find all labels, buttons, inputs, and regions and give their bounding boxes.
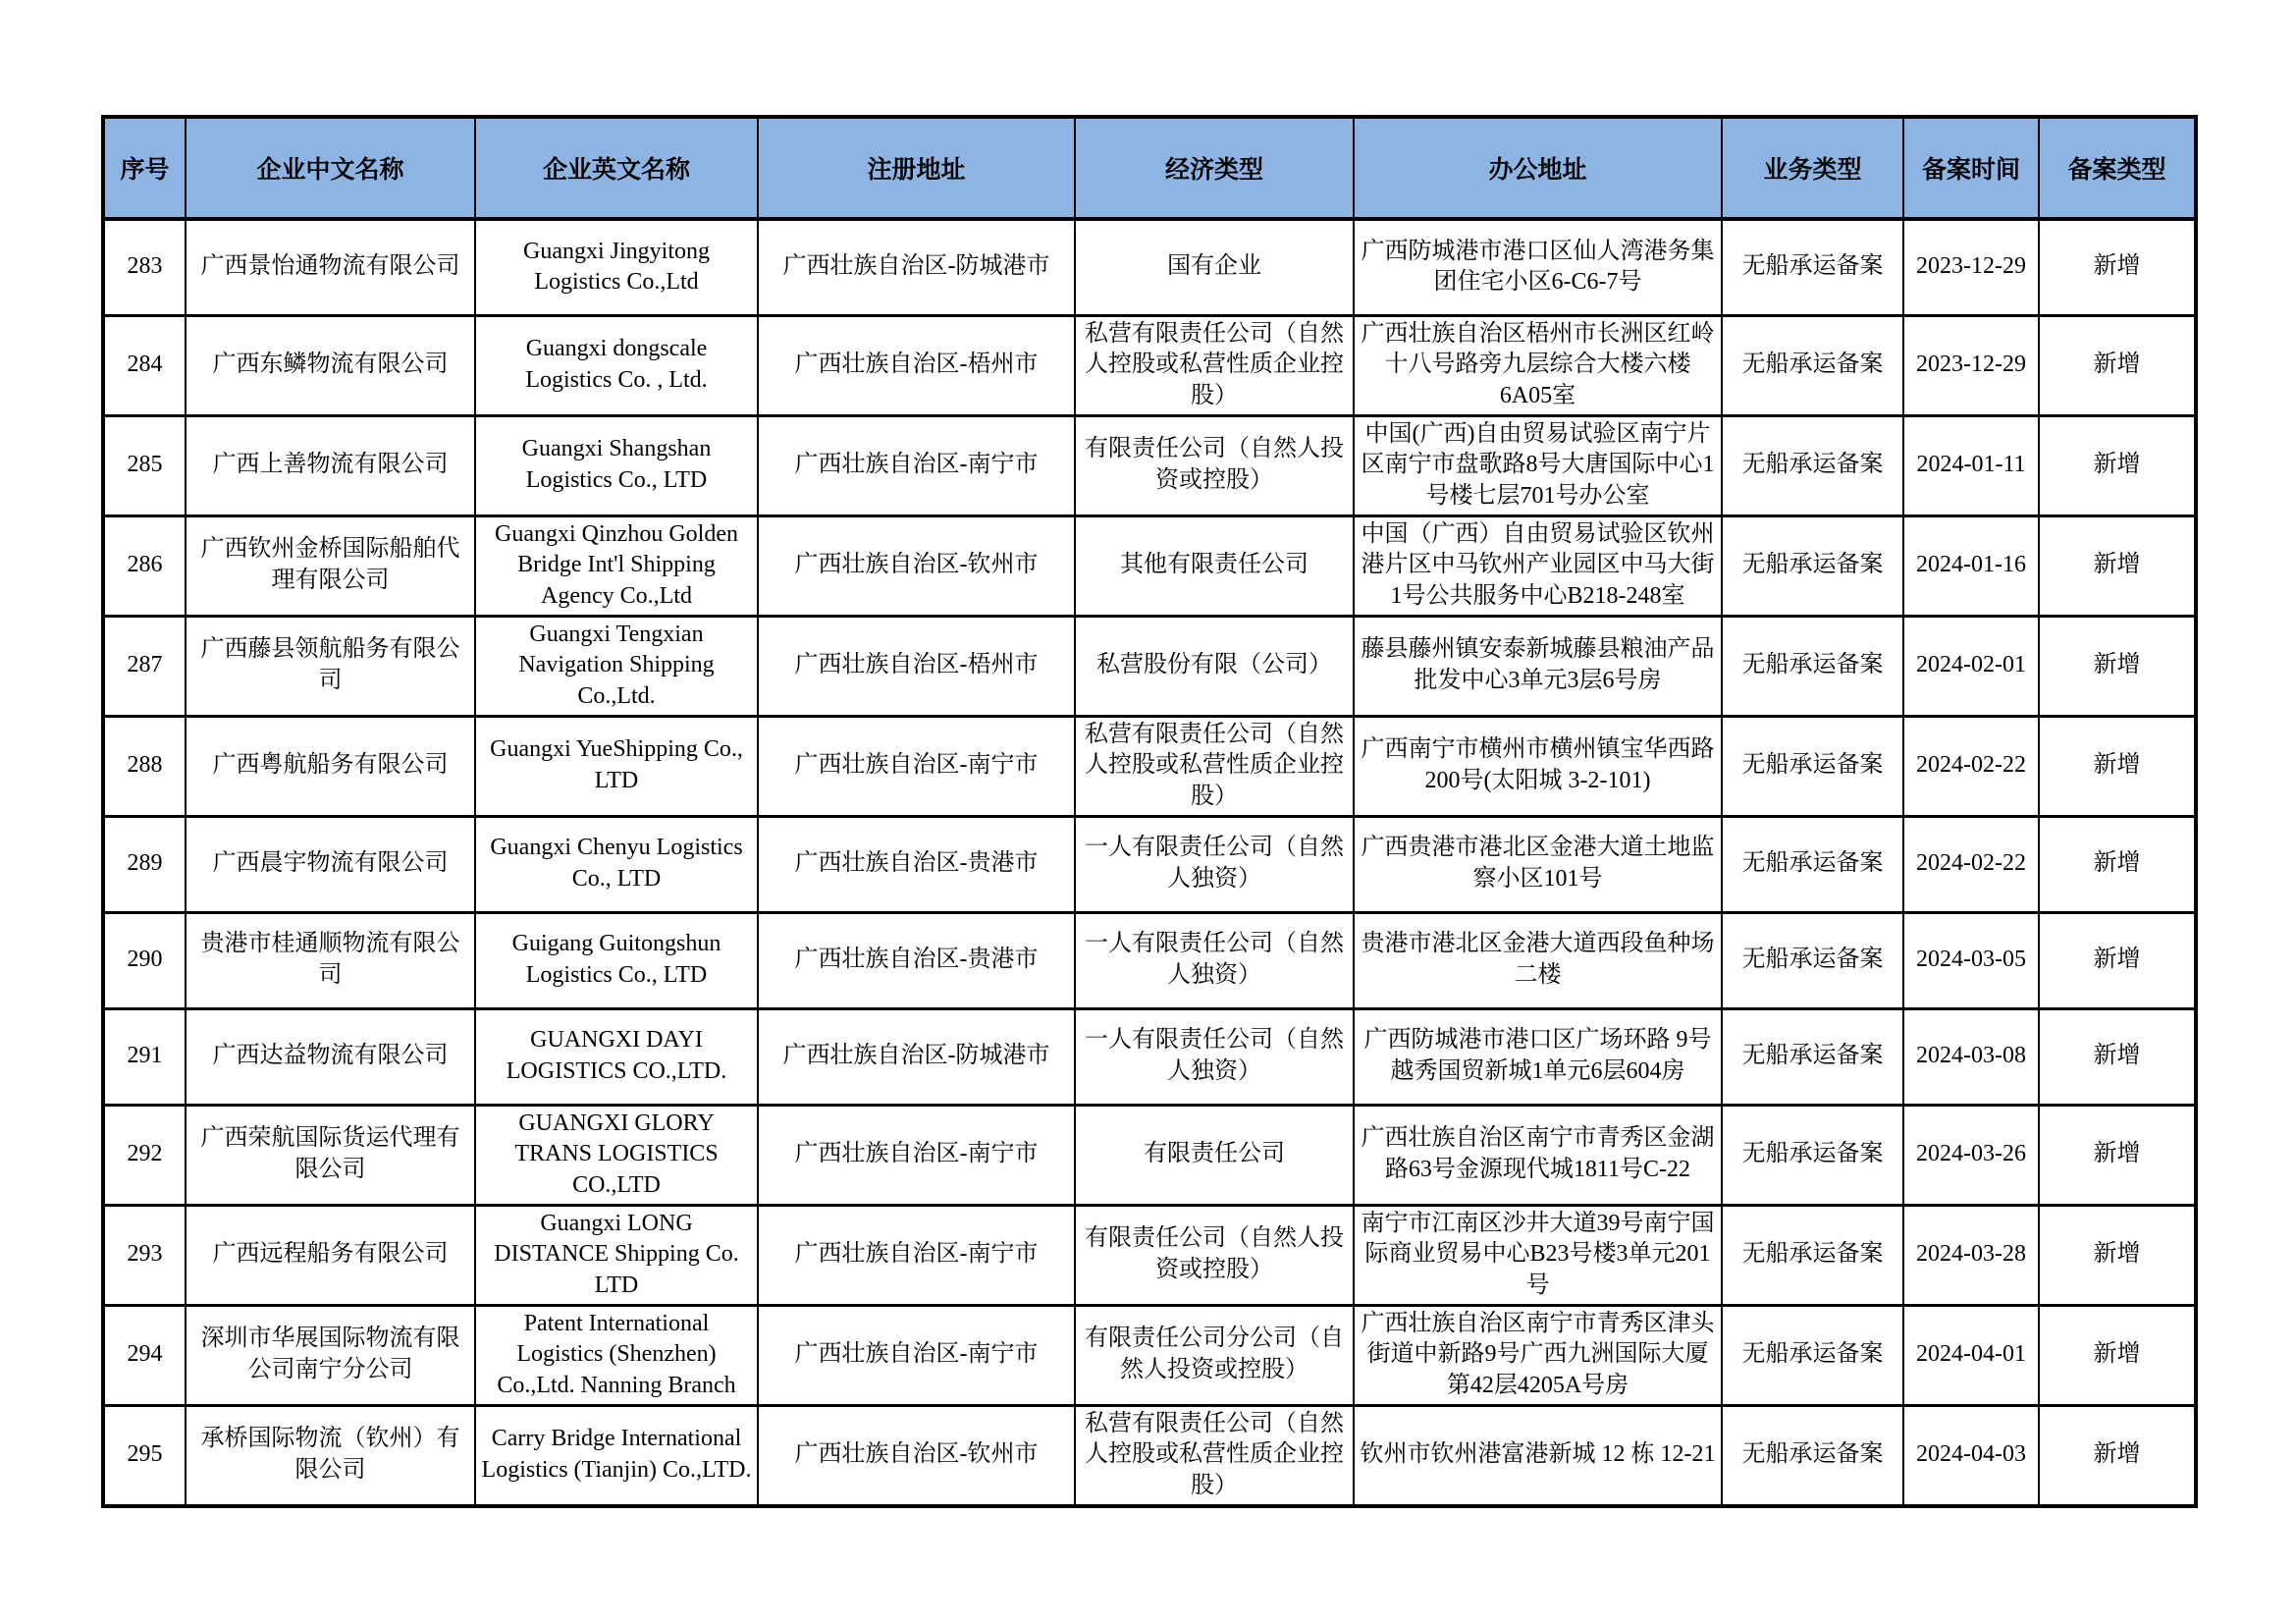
table-cell: 其他有限责任公司 [1075, 515, 1354, 616]
table-cell: 2023-12-29 [1903, 219, 2039, 315]
table-cell: 广西壮族自治区-防城港市 [758, 1008, 1075, 1105]
table-cell: Guangxi YueShipping Co., LTD [475, 716, 758, 816]
table-cell: 有限责任公司分公司（自然人投资或控股） [1075, 1305, 1354, 1405]
table-cell: 广西壮族自治区-钦州市 [758, 515, 1075, 616]
table-cell: 中国(广西)自由贸易试验区南宁片区南宁市盘歌路8号大唐国际中心1号楼七层701号办公室 [1354, 415, 1722, 515]
table-cell: 291 [103, 1008, 186, 1105]
table-cell: 2024-03-08 [1903, 1008, 2039, 1105]
table-cell: 2024-03-05 [1903, 912, 2039, 1008]
table-cell: 私营有限责任公司（自然人控股或私营性质企业控股） [1075, 1405, 1354, 1506]
column-header: 企业中文名称 [186, 117, 475, 219]
table-cell: 287 [103, 616, 186, 716]
table-cell: 无船承运备案 [1722, 912, 1903, 1008]
table-cell: 无船承运备案 [1722, 616, 1903, 716]
table-cell: 广西壮族自治区-梧州市 [758, 616, 1075, 716]
table-cell: 无船承运备案 [1722, 315, 1903, 415]
table-cell: 新增 [2039, 1008, 2196, 1105]
table-cell: 新增 [2039, 1405, 2196, 1506]
table-cell: 无船承运备案 [1722, 1405, 1903, 1506]
table-cell: 295 [103, 1405, 186, 1506]
table-cell: 广西南宁市横州市横州镇宝华西路200号(太阳城 3-2-101) [1354, 716, 1722, 816]
table-cell: 292 [103, 1105, 186, 1205]
table-row [103, 1405, 2196, 1506]
table-cell: 2024-01-11 [1903, 415, 2039, 515]
table-row [103, 515, 2196, 616]
table-cell: 289 [103, 816, 186, 912]
table-cell: 中国（广西）自由贸易试验区钦州港片区中马钦州产业园区中马大街1号公共服务中心B218-248室 [1354, 515, 1722, 616]
table-cell: 国有企业 [1075, 219, 1354, 315]
table-cell: 深圳市华展国际物流有限公司南宁分公司 [186, 1305, 475, 1405]
table-cell: 2024-02-22 [1903, 716, 2039, 816]
table-row [103, 1008, 2196, 1105]
table-cell: 广西钦州金桥国际船舶代理有限公司 [186, 515, 475, 616]
table-cell: 一人有限责任公司（自然人独资） [1075, 912, 1354, 1008]
table-cell: Guangxi Jingyitong Logistics Co.,Ltd [475, 219, 758, 315]
table-cell: 2024-01-16 [1903, 515, 2039, 616]
table-cell: 广西达益物流有限公司 [186, 1008, 475, 1105]
table-row [103, 1305, 2196, 1405]
table-cell: GUANGXI GLORY TRANS LOGISTICS CO.,LTD [475, 1105, 758, 1205]
table-cell: 2024-03-28 [1903, 1205, 2039, 1305]
table-cell: 新增 [2039, 1205, 2196, 1305]
table-cell: Carry Bridge International Logistics (Tianjin) Co.,LTD. [475, 1405, 758, 1506]
table-cell: 南宁市江南区沙井大道39号南宁国际商业贸易中心B23号楼3单元201号 [1354, 1205, 1722, 1305]
column-header: 序号 [103, 117, 186, 219]
table-cell: 285 [103, 415, 186, 515]
table-cell: 无船承运备案 [1722, 415, 1903, 515]
table-cell: Guangxi Shangshan Logistics Co., LTD [475, 415, 758, 515]
table-cell: 广西壮族自治区-贵港市 [758, 816, 1075, 912]
table-cell: 2024-04-01 [1903, 1305, 2039, 1405]
table-cell: 新增 [2039, 1105, 2196, 1205]
table-cell: 广西壮族自治区-南宁市 [758, 1205, 1075, 1305]
table-cell: 广西壮族自治区-南宁市 [758, 1105, 1075, 1205]
table-cell: 新增 [2039, 315, 2196, 415]
table-cell: 新增 [2039, 219, 2196, 315]
table-cell: 新增 [2039, 716, 2196, 816]
table-cell: 广西藤县领航船务有限公司 [186, 616, 475, 716]
column-header: 备案时间 [1903, 117, 2039, 219]
table-cell: Guangxi Chenyu Logistics Co., LTD [475, 816, 758, 912]
table-cell: 新增 [2039, 616, 2196, 716]
table-cell: 新增 [2039, 415, 2196, 515]
table-cell: 广西防城港市港口区仙人湾港务集团住宅小区6-C6-7号 [1354, 219, 1722, 315]
table-cell: 无船承运备案 [1722, 1305, 1903, 1405]
table-cell: 2024-03-26 [1903, 1105, 2039, 1205]
table-cell: 广西粤航船务有限公司 [186, 716, 475, 816]
column-header: 经济类型 [1075, 117, 1354, 219]
table-cell: 广西壮族自治区南宁市青秀区津头街道中新路9号广西九洲国际大厦第42层4205A号房 [1354, 1305, 1722, 1405]
table-cell: 承桥国际物流（钦州）有限公司 [186, 1405, 475, 1506]
table-cell: 新增 [2039, 912, 2196, 1008]
column-header: 注册地址 [758, 117, 1075, 219]
table-cell: Guigang Guitongshun Logistics Co., LTD [475, 912, 758, 1008]
table-cell: 广西上善物流有限公司 [186, 415, 475, 515]
table-cell: 广西壮族自治区-南宁市 [758, 716, 1075, 816]
table-cell: 藤县藤州镇安泰新城藤县粮油产品批发中心3单元3层6号房 [1354, 616, 1722, 716]
table-cell: 有限责任公司（自然人投资或控股） [1075, 1205, 1354, 1305]
table-cell: 有限责任公司（自然人投资或控股） [1075, 415, 1354, 515]
table-cell: 广西壮族自治区-南宁市 [758, 1305, 1075, 1405]
table-cell: 有限责任公司 [1075, 1105, 1354, 1205]
table-cell: Guangxi Qinzhou Golden Bridge Int'l Shipping Agency Co.,Ltd [475, 515, 758, 616]
table-cell: 无船承运备案 [1722, 219, 1903, 315]
table-cell: 贵港市港北区金港大道西段鱼种场二楼 [1354, 912, 1722, 1008]
table-cell: 一人有限责任公司（自然人独资） [1075, 1008, 1354, 1105]
table-cell: 一人有限责任公司（自然人独资） [1075, 816, 1354, 912]
column-header: 办公地址 [1354, 117, 1722, 219]
table-cell: 广西防城港市港口区广场环路 9号越秀国贸新城1单元6层604房 [1354, 1008, 1722, 1105]
table-cell: 广西壮族自治区-贵港市 [758, 912, 1075, 1008]
table-cell: 广西东鳞物流有限公司 [186, 315, 475, 415]
table-cell: Guangxi LONG DISTANCE Shipping Co. LTD [475, 1205, 758, 1305]
table-row [103, 616, 2196, 716]
table-cell: 2024-04-03 [1903, 1405, 2039, 1506]
table-cell: 钦州市钦州港富港新城 12 栋 12-21 [1354, 1405, 1722, 1506]
table-cell: 2024-02-22 [1903, 816, 2039, 912]
table-cell: 私营有限责任公司（自然人控股或私营性质企业控股） [1075, 315, 1354, 415]
table-cell: 私营股份有限（公司） [1075, 616, 1354, 716]
table-cell: 广西壮族自治区梧州市长洲区红岭十八号路旁九层综合大楼六楼6A05室 [1354, 315, 1722, 415]
table-cell: GUANGXI DAYI LOGISTICS CO.,LTD. [475, 1008, 758, 1105]
table-cell: 无船承运备案 [1722, 515, 1903, 616]
table-cell: 290 [103, 912, 186, 1008]
table-cell: 无船承运备案 [1722, 816, 1903, 912]
table-body [103, 219, 2196, 1506]
table-cell: 广西贵港市港北区金港大道土地监察小区101号 [1354, 816, 1722, 912]
table-cell: 广西壮族自治区南宁市青秀区金湖路63号金源现代城1811号C-22 [1354, 1105, 1722, 1205]
table-row [103, 219, 2196, 315]
table-cell: 无船承运备案 [1722, 1008, 1903, 1105]
table-cell: 广西壮族自治区-南宁市 [758, 415, 1075, 515]
table-cell: Guangxi Tengxian Navigation Shipping Co.,Ltd. [475, 616, 758, 716]
table-cell: 新增 [2039, 1305, 2196, 1405]
column-header: 备案类型 [2039, 117, 2196, 219]
table-cell: 广西壮族自治区-钦州市 [758, 1405, 1075, 1506]
table-cell: 293 [103, 1205, 186, 1305]
table-cell: 无船承运备案 [1722, 716, 1903, 816]
table-row [103, 816, 2196, 912]
table-cell: 广西壮族自治区-防城港市 [758, 219, 1075, 315]
table-cell: 广西远程船务有限公司 [186, 1205, 475, 1305]
table-cell: 贵港市桂通顺物流有限公司 [186, 912, 475, 1008]
table-cell: 新增 [2039, 816, 2196, 912]
table-cell: 288 [103, 716, 186, 816]
table-cell: 2024-02-01 [1903, 616, 2039, 716]
table-row [103, 415, 2196, 515]
table-cell: 广西壮族自治区-梧州市 [758, 315, 1075, 415]
table-cell: 283 [103, 219, 186, 315]
table-row [103, 716, 2196, 816]
table-header-row [103, 117, 2196, 219]
table-cell: 2023-12-29 [1903, 315, 2039, 415]
table-cell: 广西景怡通物流有限公司 [186, 219, 475, 315]
table-cell: 私营有限责任公司（自然人控股或私营性质企业控股） [1075, 716, 1354, 816]
company-registry-table [101, 115, 2198, 1508]
table-row [103, 315, 2196, 415]
table-cell: 286 [103, 515, 186, 616]
table-cell: 新增 [2039, 515, 2196, 616]
column-header: 业务类型 [1722, 117, 1903, 219]
table-cell: 广西晨宇物流有限公司 [186, 816, 475, 912]
table-cell: 294 [103, 1305, 186, 1405]
table-row [103, 1105, 2196, 1205]
table-cell: Patent International Logistics (Shenzhen) Co.,Ltd. Nanning Branch [475, 1305, 758, 1405]
table-cell: 284 [103, 315, 186, 415]
table-row [103, 912, 2196, 1008]
table-cell: 无船承运备案 [1722, 1105, 1903, 1205]
table-cell: 广西荣航国际货运代理有限公司 [186, 1105, 475, 1205]
table-cell: Guangxi dongscale Logistics Co. , Ltd. [475, 315, 758, 415]
table-row [103, 1205, 2196, 1305]
column-header: 企业英文名称 [475, 117, 758, 219]
table-cell: 无船承运备案 [1722, 1205, 1903, 1305]
